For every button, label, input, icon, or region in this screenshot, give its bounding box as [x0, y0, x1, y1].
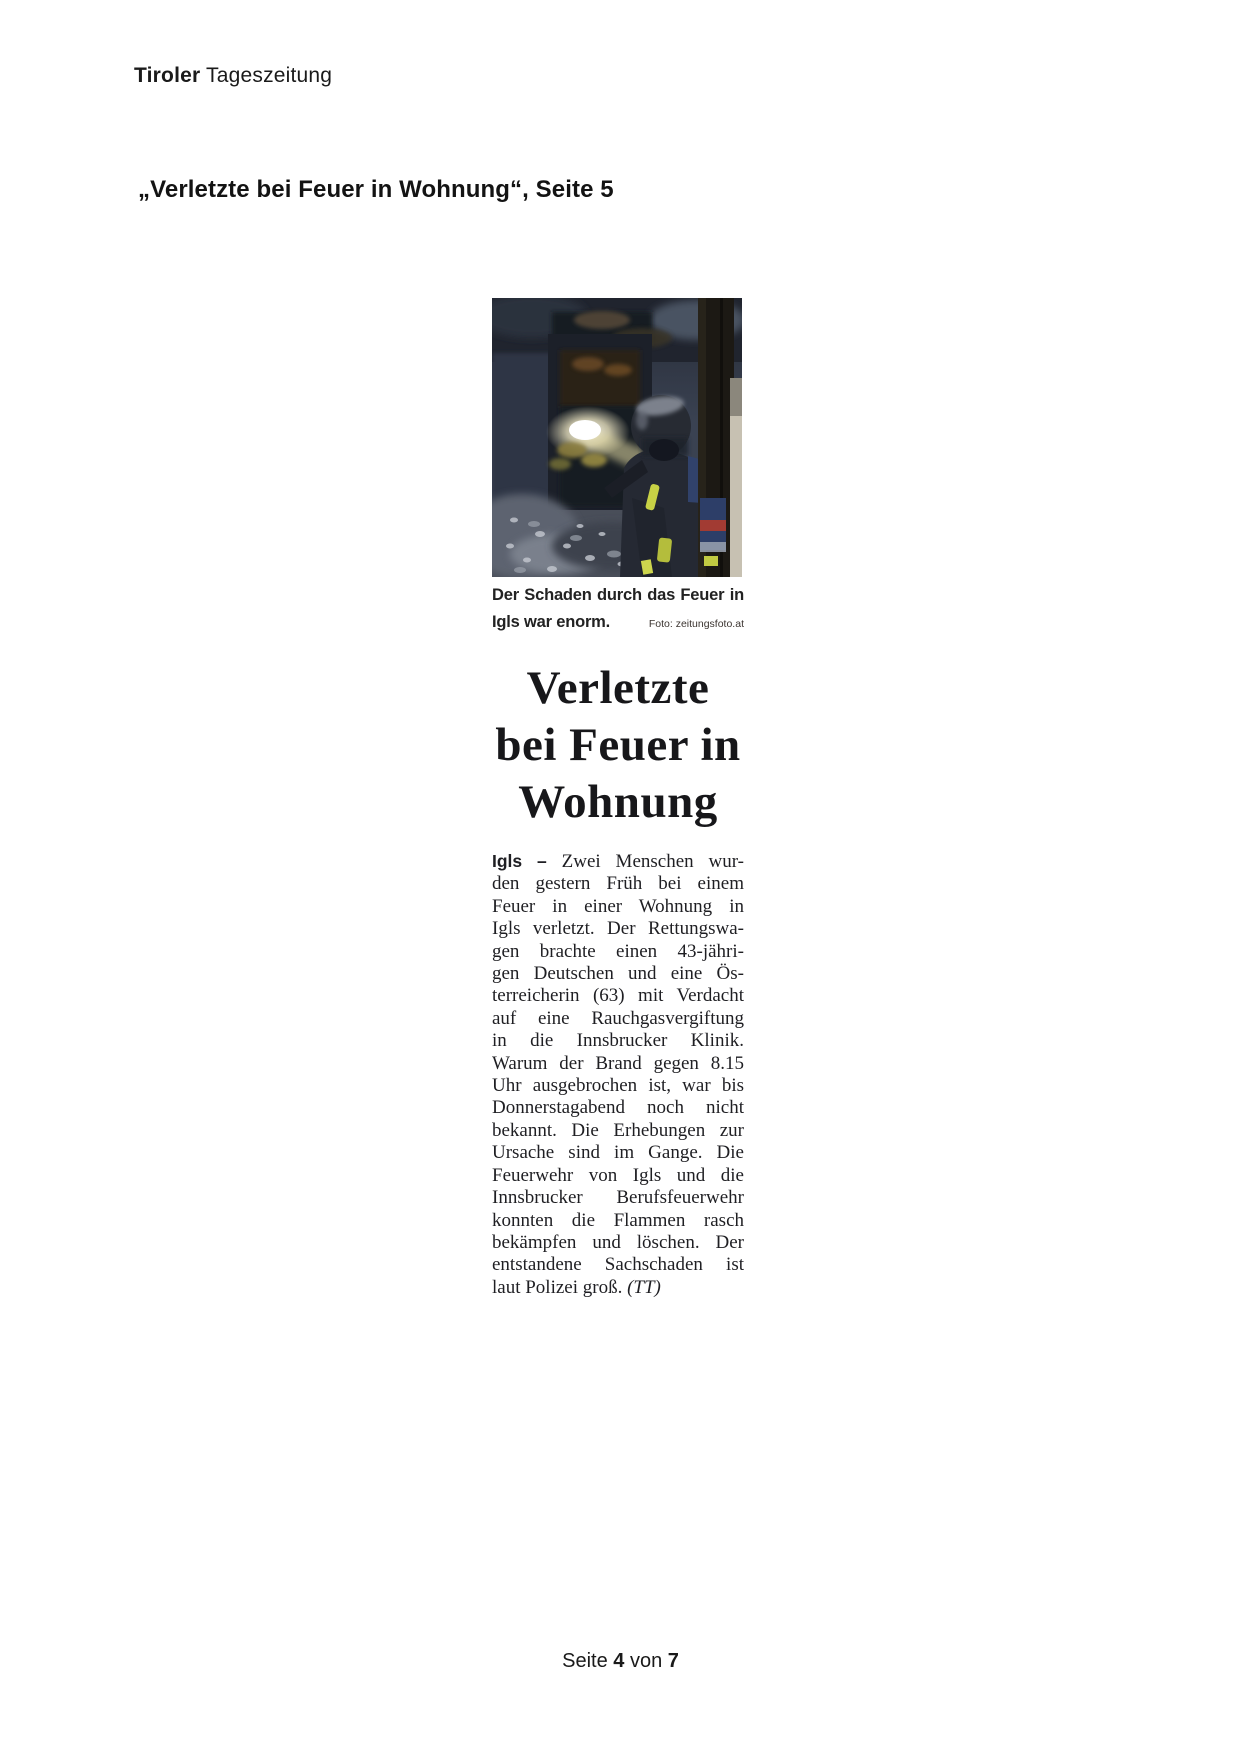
footer-label-seite: Seite [562, 1650, 608, 1672]
article-body-line: Ursache sind im Gange. Die [492, 1142, 744, 1164]
photo-caption-line2: Igls war enorm. [492, 613, 611, 631]
article-body-line: gen Deutschen und eine Ös- [492, 963, 744, 985]
article-body-line: bekämpfen und löschen. Der [492, 1231, 744, 1253]
article-body-middle-lines [492, 873, 744, 1276]
article-body-line: terreicherin (63) mit Verdacht [492, 985, 744, 1007]
article-body-line: Uhr ausgebrochen ist, war bis [492, 1075, 744, 1097]
article-body-line: Feuerwehr von Igls und die [492, 1164, 744, 1186]
masthead-brand-rest: Tageszeitung [206, 64, 333, 87]
article-clipping [492, 298, 744, 1299]
article-body-line: Feuer in einer Wohnung in [492, 895, 744, 917]
article-first-line-text: Zwei Menschen wur- [561, 851, 745, 872]
article-body-line: den gestern Früh bei einem [492, 873, 744, 895]
article-body-line: auf eine Rauchgasvergiftung [492, 1007, 744, 1029]
article-body-line: entstandene Sachschaden ist [492, 1254, 744, 1276]
footer-page-current: 4 [613, 1650, 625, 1672]
article-last-line-text: laut Polizei groß. [492, 1276, 623, 1298]
newspaper-masthead [134, 64, 332, 88]
photo-caption-line2-row [492, 609, 744, 638]
article-body-line: Igls verletzt. Der Rettungswa- [492, 918, 744, 940]
footer-label-von: von [629, 1650, 663, 1672]
article-body-last-line [492, 1277, 744, 1299]
article-lead-dash: – [537, 851, 547, 871]
photo-caption [492, 582, 744, 638]
article-body-line: Donnerstagabend noch nicht [492, 1097, 744, 1119]
headline-line-2: bei Feuer in [495, 719, 741, 771]
photo-caption-line1: Der Schaden durch das Feuer in [492, 586, 744, 604]
article-signature: (TT) [627, 1276, 661, 1298]
photo-credit: Foto: zeitungsfoto.at [648, 618, 744, 630]
article-body-line: in die Innsbrucker Klinik. [492, 1030, 744, 1052]
masthead-brand-bold: Tiroler [134, 64, 201, 87]
headline-line-3: Wohnung [518, 776, 718, 828]
article-body-line: gen brachte einen 43-jähri- [492, 940, 744, 962]
article-body-line: konnten die Flammen rasch [492, 1209, 744, 1231]
headline-line-1: Verletzte [526, 662, 710, 714]
page-footer [0, 1650, 1241, 1673]
article-body-first-line [492, 850, 744, 873]
article-body-line: bekannt. Die Erhebungen zur [492, 1119, 744, 1141]
article-body-line: Innsbrucker Berufsfeuerwehr [492, 1187, 744, 1209]
footer-page-total: 7 [667, 1650, 679, 1672]
article-headline [492, 660, 744, 831]
article-body [492, 850, 744, 1299]
article-lead-location: Igls [492, 851, 523, 871]
subject-line: „Verletzte bei Feuer in Wohnung“, Seite 5 [138, 176, 614, 203]
article-body-line: Warum der Brand gegen 8.15 [492, 1052, 744, 1074]
fire-scene-photo [492, 298, 742, 577]
